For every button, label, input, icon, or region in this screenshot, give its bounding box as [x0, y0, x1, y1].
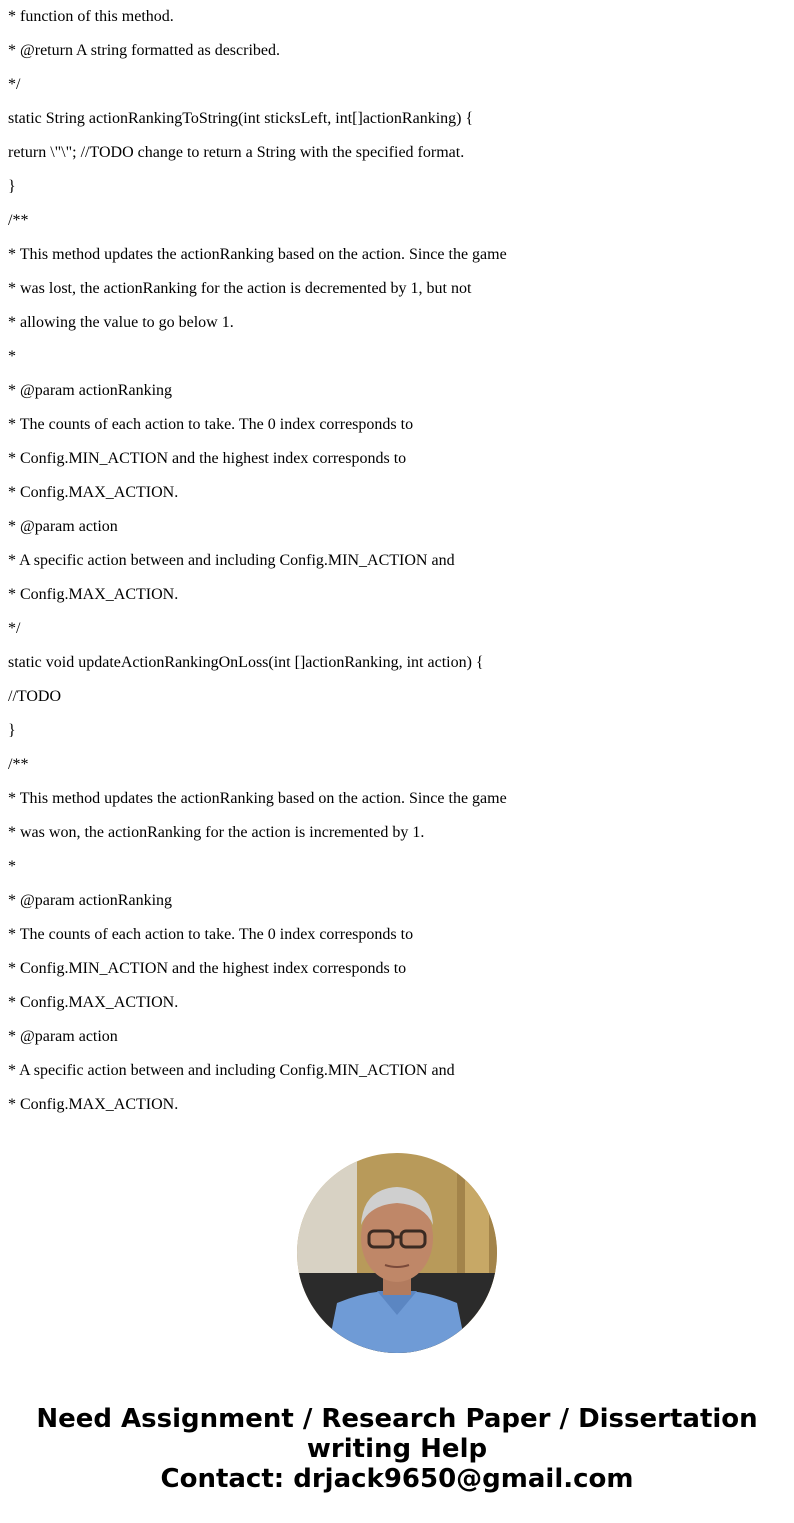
code-line: * was lost, the actionRanking for the action is decremented by 1, but not [8, 280, 472, 297]
code-line: * allowing the value to go below 1. [8, 314, 234, 331]
code-line: * was won, the actionRanking for the action is incremented by 1. [8, 824, 425, 841]
code-line: * function of this method. [8, 8, 174, 25]
code-line: * Config.MAX_ACTION. [8, 484, 179, 501]
promo-banner [0, 1404, 794, 1494]
code-line: static void updateActionRankingOnLoss(int []actionRanking, int action) { [8, 654, 484, 671]
code-listing [8, 0, 788, 1122]
contact-email[interactable]: drjack9650@gmail.com [293, 1464, 634, 1494]
code-line: * @param actionRanking [8, 892, 173, 909]
code-line: * @return A string formatted as described. [8, 42, 280, 59]
code-line: * A specific action between and including Config.MIN_ACTION and [8, 552, 455, 569]
code-line: */ [8, 620, 21, 637]
code-line: * Config.MAX_ACTION. [8, 586, 179, 603]
code-line: /** [8, 212, 29, 229]
code-line: * Config.MIN_ACTION and the highest index corresponds to [8, 960, 407, 977]
code-line: * [8, 348, 16, 365]
code-line: * @param action [8, 518, 118, 535]
code-line: */ [8, 76, 21, 93]
code-line: * This method updates the actionRanking based on the action. Since the game [8, 246, 507, 263]
contact-label: Contact: [160, 1464, 294, 1494]
code-line: * Config.MIN_ACTION and the highest index corresponds to [8, 450, 407, 467]
code-line: } [8, 178, 16, 195]
code-line: //TODO [8, 688, 62, 705]
code-line: * Config.MAX_ACTION. [8, 1096, 179, 1113]
code-line: * The counts of each action to take. The 0 index corresponds to [8, 416, 414, 433]
code-line: return \"\"; //TODO change to return a String with the specified format. [8, 144, 465, 161]
author-avatar [297, 1153, 497, 1353]
promo-headline: Need Assignment / Research Paper / Dissertation [36, 1404, 758, 1434]
code-line: * [8, 858, 16, 875]
code-line: /** [8, 756, 29, 773]
code-line: * @param action [8, 1028, 118, 1045]
code-line: * A specific action between and including Config.MIN_ACTION and [8, 1062, 455, 1079]
code-line: * This method updates the actionRanking based on the action. Since the game [8, 790, 507, 807]
code-line: * @param actionRanking [8, 382, 173, 399]
code-line: static String actionRankingToString(int sticksLeft, int[]actionRanking) { [8, 110, 474, 127]
promo-contact [0, 1464, 794, 1494]
promo-subheadline: writing Help [306, 1434, 488, 1464]
author-portrait [297, 1153, 497, 1353]
code-line: * Config.MAX_ACTION. [8, 994, 179, 1011]
code-line: * The counts of each action to take. The 0 index corresponds to [8, 926, 414, 943]
code-line: } [8, 722, 16, 739]
